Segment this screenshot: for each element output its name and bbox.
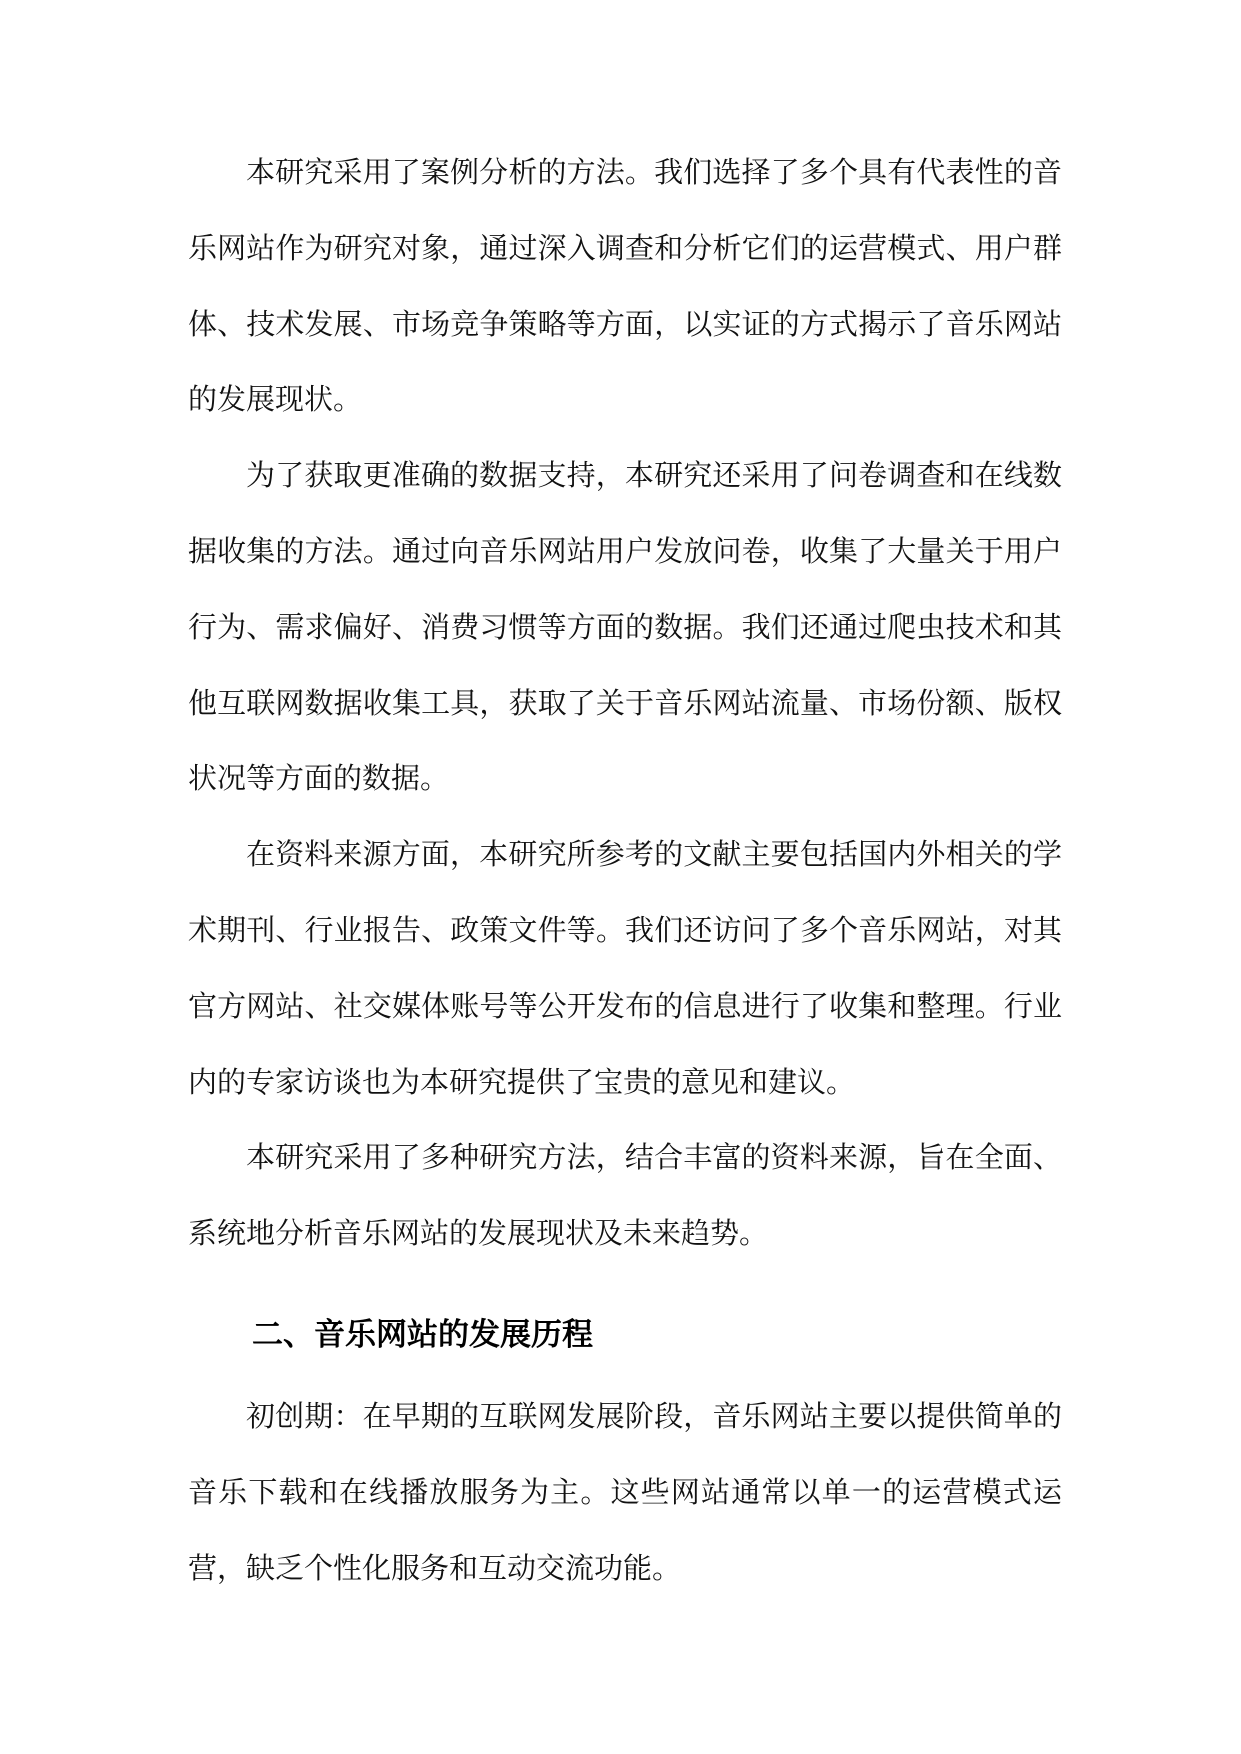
document-body — [188, 135, 1062, 1606]
paragraph-early-stage: 初创期：在早期的互联网发展阶段，音乐网站主要以提供简单的音乐下载和在线播放服务为主。这些网站通常以单一的运营模式运营，缺乏个性化服务和互动交流功能。 — [188, 1398, 1062, 1585]
paragraph-case-analysis: 本研究采用了案例分析的方法。我们选择了多个具有代表性的音乐网站作为研究对象，通过深入调查和分析它们的运营模式、用户群体、技术发展、市场竞争策略等方面，以实证的方式揭示了音乐网站的发展现状。 — [188, 155, 1062, 417]
paragraph-survey-data: 为了获取更准确的数据支持，本研究还采用了问卷调查和在线数据收集的方法。通过向音乐网站用户发放问卷，收集了大量关于用户行为、需求偏好、消费习惯等方面的数据。我们还通过爬虫技术和其他互联网数据收集工具，获取了关于音乐网站流量、市场份额、版权状况等方面的数据。 — [188, 458, 1062, 796]
section-heading: 二、音乐网站的发展历程 — [252, 1316, 593, 1353]
paragraph-sources: 在资料来源方面，本研究所参考的文献主要包括国内外相关的学术期刊、行业报告、政策文件等。我们还访问了多个音乐网站，对其官方网站、社交媒体账号等公开发布的信息进行了收集和整理。行业内的专家访谈也为本研究提供了宝贵的意见和建议。 — [188, 837, 1062, 1099]
paragraph-summary: 本研究采用了多种研究方法，结合丰富的资料来源，旨在全面、系统地分析音乐网站的发展现状及未来趋势。 — [188, 1140, 1062, 1251]
